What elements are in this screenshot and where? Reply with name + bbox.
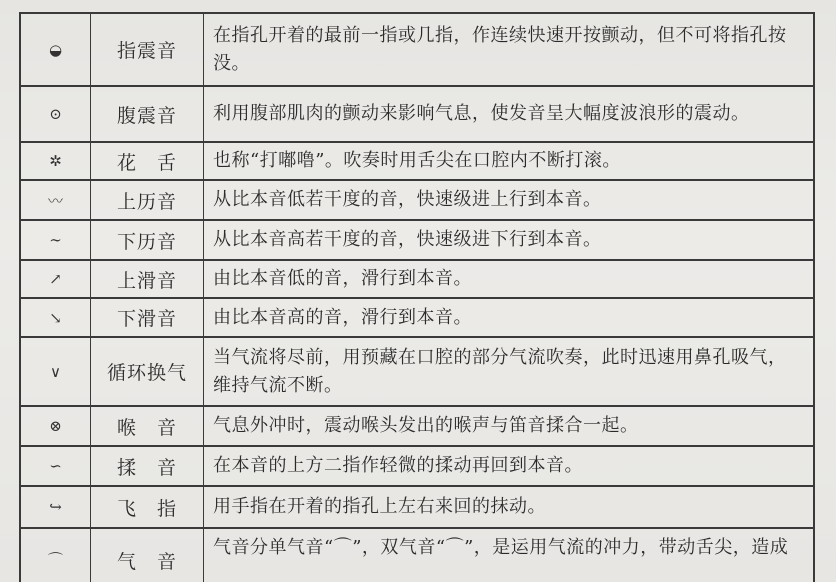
table-row — [21, 141, 813, 179]
technique-name: 下滑音 — [91, 299, 204, 336]
technique-description: 从比本音低若干度的音，快速级进上行到本音。 — [213, 189, 602, 210]
symbol-cell: ∼ — [21, 221, 91, 259]
table-row — [21, 85, 813, 141]
table-row — [21, 219, 813, 259]
table-row — [21, 179, 813, 219]
table-row — [21, 336, 813, 405]
symbol-cell: ∽ — [21, 447, 91, 485]
symbol-cell: ⊙ — [21, 87, 91, 141]
technique-description: 在指孔开着的最前一指或几指，作连续快速开按颤动，但不可将指孔按没。 — [213, 24, 787, 74]
technique-name: 上历音 — [91, 181, 204, 219]
technique-description: 气音分单气音“⌒”，双气音“⌒”，是运用气流的冲力，带动舌尖，造成 — [213, 537, 789, 558]
technique-description: 由比本音高的音，滑行到本音。 — [213, 306, 472, 328]
technique-description: 在本音的上方二指作轻微的揉动再回到本音。 — [213, 455, 583, 476]
technique-description: 也称“打嘟噜”。吹奏时用舌尖在口腔内不断打滚。 — [213, 150, 621, 171]
technique-description: 当气流将尽前，用预藏在口腔的部分气流吹奏，此时迅速用鼻孔吸气，维持气流不断。 — [213, 346, 787, 396]
technique-description: 由比本音低的音，滑行到本音。 — [213, 268, 472, 289]
table-row — [21, 527, 813, 582]
technique-name: 花 舌 — [91, 143, 204, 179]
technique-name: 下历音 — [91, 221, 204, 259]
technique-name: 气 音 — [91, 529, 204, 582]
table-row — [21, 12, 813, 85]
symbol-cell: ∨ — [21, 338, 91, 405]
table-row — [21, 405, 813, 445]
technique-description: 从比本音高若干度的音，快速级进下行到本音。 — [213, 229, 602, 250]
symbol-cell: ✲ — [21, 143, 91, 179]
symbol-cell: ⊗ — [21, 407, 91, 445]
symbol-cell: ↘ — [21, 299, 91, 336]
technique-name: 飞 指 — [91, 487, 204, 527]
technique-description: 气息外冲时，震动喉头发出的喉声与笛音揉合一起。 — [213, 415, 639, 436]
technique-name: 腹震音 — [91, 87, 204, 141]
technique-name: 指震音 — [91, 14, 204, 85]
technique-name: 喉 音 — [91, 407, 204, 445]
technique-description: 利用腹部肌肉的颤动来影响气息，使发音呈大幅度波浪形的震动。 — [213, 103, 750, 124]
technique-name: 上滑音 — [91, 261, 204, 297]
table-row — [21, 485, 813, 527]
symbol-cell: ↗ — [21, 261, 91, 297]
symbol-cell: ◒ — [21, 14, 91, 85]
technique-table — [19, 12, 815, 582]
technique-description: 用手指在开着的指孔上左右来回的抹动。 — [213, 496, 546, 517]
technique-name: 揉 音 — [91, 447, 204, 485]
symbol-cell: ⌒ — [21, 529, 91, 582]
symbol-cell: 〰 — [21, 181, 91, 219]
technique-name: 循环换气 — [91, 338, 204, 405]
table-row — [21, 445, 813, 485]
table-row — [21, 259, 813, 297]
symbol-cell: ↪ — [21, 487, 91, 527]
table-row — [21, 297, 813, 336]
